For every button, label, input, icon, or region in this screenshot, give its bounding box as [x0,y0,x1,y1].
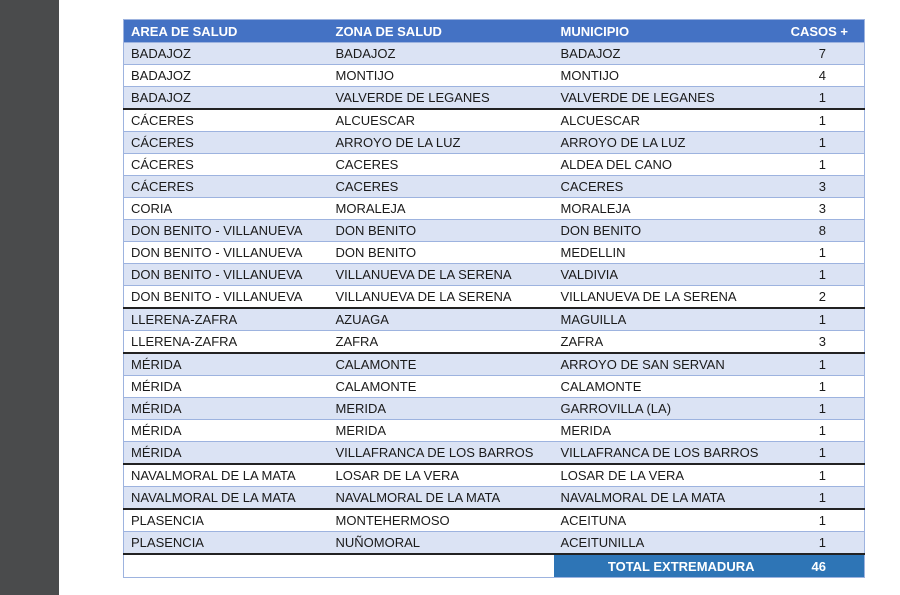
cell-casos: 1 [783,154,865,176]
cell-municipio: ARROYO DE LA LUZ [554,132,783,154]
cell-casos: 1 [783,464,865,487]
cell-zona: VILLANUEVA DE LA SERENA [329,264,554,286]
table-row [124,376,865,398]
table-row [124,154,865,176]
cell-municipio: MEDELLIN [554,242,783,264]
cell-municipio: VALDIVIA [554,264,783,286]
table-row [124,109,865,132]
cell-area: CÁCERES [124,154,329,176]
cell-area: DON BENITO - VILLANUEVA [124,220,329,242]
cell-municipio: BADAJOZ [554,43,783,65]
cell-area: MÉRIDA [124,398,329,420]
cell-casos: 1 [783,308,865,331]
table-row [124,398,865,420]
cell-municipio: DON BENITO [554,220,783,242]
cell-municipio: MONTIJO [554,65,783,87]
table-row [124,286,865,309]
cell-zona: DON BENITO [329,220,554,242]
table-row [124,331,865,354]
cell-area: MÉRIDA [124,353,329,376]
cell-area: DON BENITO - VILLANUEVA [124,286,329,309]
cell-municipio: GARROVILLA (LA) [554,398,783,420]
cell-municipio: MAGUILLA [554,308,783,331]
cell-area: DON BENITO - VILLANUEVA [124,242,329,264]
cell-zona: AZUAGA [329,308,554,331]
cell-area: CORIA [124,198,329,220]
table-row [124,487,865,510]
table-row [124,420,865,442]
cell-zona: VILLANUEVA DE LA SERENA [329,286,554,309]
cell-municipio: ARROYO DE SAN SERVAN [554,353,783,376]
cell-casos: 1 [783,87,865,110]
cell-casos: 3 [783,176,865,198]
cell-area: CÁCERES [124,176,329,198]
cell-municipio: CACERES [554,176,783,198]
table-row [124,442,865,465]
cell-casos: 1 [783,509,865,532]
cell-zona: CACERES [329,154,554,176]
cell-municipio: CALAMONTE [554,376,783,398]
cell-municipio: ALCUESCAR [554,109,783,132]
cell-zona: MERIDA [329,420,554,442]
table-row [124,242,865,264]
cell-municipio: ACEITUNA [554,509,783,532]
table-row [124,464,865,487]
cell-zona: LOSAR DE LA VERA [329,464,554,487]
cell-area: NAVALMORAL DE LA MATA [124,487,329,510]
cell-area: PLASENCIA [124,532,329,555]
cell-casos: 7 [783,43,865,65]
header-row [124,20,865,43]
cell-zona: MONTIJO [329,65,554,87]
table-row [124,65,865,87]
cell-municipio: ZAFRA [554,331,783,354]
cell-area: BADAJOZ [124,43,329,65]
cell-zona: ZAFRA [329,331,554,354]
cell-zona: MERIDA [329,398,554,420]
header-municipio: MUNICIPIO [554,20,783,43]
table-row [124,264,865,286]
cell-area: CÁCERES [124,109,329,132]
cell-casos: 1 [783,376,865,398]
cell-municipio: NAVALMORAL DE LA MATA [554,487,783,510]
cell-area: PLASENCIA [124,509,329,532]
cell-municipio: VILLANUEVA DE LA SERENA [554,286,783,309]
cell-area: CÁCERES [124,132,329,154]
cell-casos: 2 [783,286,865,309]
cell-zona: VILLAFRANCA DE LOS BARROS [329,442,554,465]
cell-area: BADAJOZ [124,65,329,87]
cell-municipio: MORALEJA [554,198,783,220]
cell-municipio: VALVERDE DE LEGANES [554,87,783,110]
total-row [124,554,865,578]
viewer-side-panel [0,0,59,595]
total-value: 46 [783,554,865,578]
cell-casos: 1 [783,264,865,286]
cell-zona: MONTEHERMOSO [329,509,554,532]
table-row [124,353,865,376]
cell-zona: CACERES [329,176,554,198]
cell-area: MÉRIDA [124,442,329,465]
cell-area: DON BENITO - VILLANUEVA [124,264,329,286]
table-row [124,532,865,555]
cell-zona: ARROYO DE LA LUZ [329,132,554,154]
cell-casos: 1 [783,420,865,442]
cell-area: NAVALMORAL DE LA MATA [124,464,329,487]
cell-municipio: ACEITUNILLA [554,532,783,555]
cell-casos: 1 [783,487,865,510]
header-area: AREA DE SALUD [124,20,329,43]
cell-municipio: VILLAFRANCA DE LOS BARROS [554,442,783,465]
cell-zona: CALAMONTE [329,353,554,376]
cell-zona: BADAJOZ [329,43,554,65]
table-row [124,220,865,242]
cell-area: LLERENA-ZAFRA [124,331,329,354]
cell-casos: 3 [783,331,865,354]
cell-zona: CALAMONTE [329,376,554,398]
cell-municipio: ALDEA DEL CANO [554,154,783,176]
total-label: TOTAL EXTREMADURA [554,554,783,578]
cell-casos: 1 [783,353,865,376]
cases-table [123,19,865,578]
cell-zona: MORALEJA [329,198,554,220]
table-row [124,176,865,198]
cell-area: LLERENA-ZAFRA [124,308,329,331]
cell-municipio: LOSAR DE LA VERA [554,464,783,487]
cell-casos: 1 [783,242,865,264]
cell-casos: 1 [783,132,865,154]
table-row [124,132,865,154]
table-row [124,198,865,220]
header-zona: ZONA DE SALUD [329,20,554,43]
cell-casos: 1 [783,109,865,132]
cell-zona: ALCUESCAR [329,109,554,132]
cell-area: MÉRIDA [124,420,329,442]
table-row [124,87,865,110]
total-blank-cell [124,554,554,578]
cell-casos: 8 [783,220,865,242]
cell-casos: 1 [783,442,865,465]
cell-area: BADAJOZ [124,87,329,110]
cell-area: MÉRIDA [124,376,329,398]
cell-casos: 1 [783,398,865,420]
cell-zona: DON BENITO [329,242,554,264]
table-row [124,509,865,532]
cell-municipio: MERIDA [554,420,783,442]
table-row [124,308,865,331]
cell-casos: 1 [783,532,865,555]
cell-zona: VALVERDE DE LEGANES [329,87,554,110]
cell-casos: 3 [783,198,865,220]
header-casos: CASOS + [783,20,865,43]
table-row [124,43,865,65]
cell-zona: NUÑOMORAL [329,532,554,555]
cell-casos: 4 [783,65,865,87]
cell-zona: NAVALMORAL DE LA MATA [329,487,554,510]
